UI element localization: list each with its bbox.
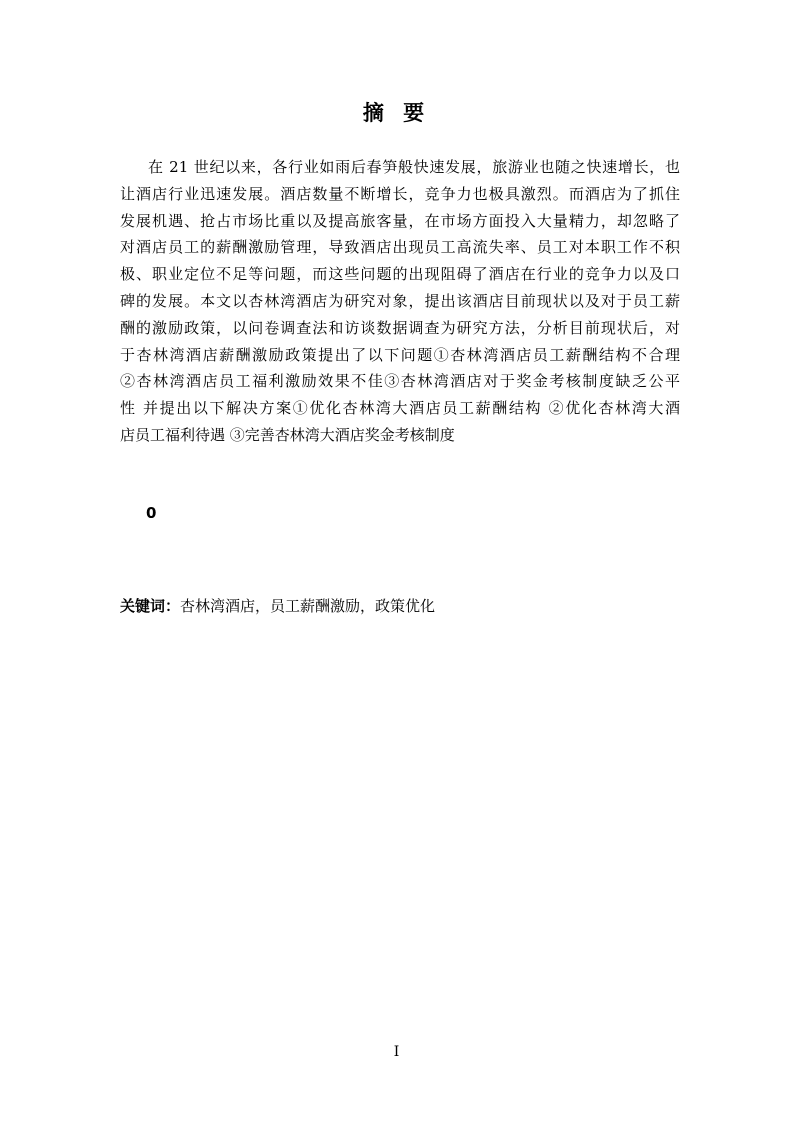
trailing-mark: 0 bbox=[146, 504, 157, 522]
keywords-label: 关键词： bbox=[120, 597, 181, 615]
abstract-line: 于杏林湾酒店薪酬激励政策提出了以下问题①杏林湾酒店员工薪酬结构不合理 bbox=[120, 345, 680, 364]
abstract-title: 摘 要 bbox=[362, 101, 431, 125]
abstract-line: 酬的激励政策，以问卷调查法和访谈数据调查为研究方法，分析目前现状后，对 bbox=[120, 318, 680, 337]
keywords-value: 杏林湾酒店，员工薪酬激励，政策优化 bbox=[180, 597, 436, 615]
abstract-line: 对酒店员工的薪酬激励管理，导致酒店出现员工高流失率、员工对本职工作不积 bbox=[120, 238, 680, 257]
page-number: I bbox=[393, 1044, 400, 1060]
abstract-body bbox=[120, 154, 680, 449]
abstract-line: 发展机遇、抢占市场比重以及提高旅客量，在市场方面投入大量精力，却忽略了 bbox=[120, 211, 680, 230]
abstract-line: 在 21 世纪以来，各行业如雨后春笋般快速发展，旅游业也随之快速增长，也 bbox=[148, 158, 680, 176]
abstract-line: 碑的发展。本文以杏林湾酒店为研究对象，提出该酒店目前现状以及对于员工薪 bbox=[120, 291, 680, 310]
abstract-line: 性 并提出以下解决方案①优化杏林湾大酒店员工薪酬结构 ②优化杏林湾大酒 bbox=[120, 399, 680, 418]
abstract-line: 店员工福利待遇 ③完善杏林湾大酒店奖金考核制度 bbox=[120, 425, 455, 444]
abstract-line: 让酒店行业迅速发展。酒店数量不断增长，竞争力也极具激烈。而酒店为了抓住 bbox=[120, 184, 680, 203]
abstract-line: 极、职业定位不足等问题，而这些问题的出现阻碍了酒店在行业的竞争力以及口 bbox=[120, 265, 680, 284]
abstract-line: ②杏林湾酒店员工福利激励效果不佳③杏林湾酒店对于奖金考核制度缺乏公平 bbox=[120, 372, 680, 391]
keywords bbox=[120, 593, 435, 619]
